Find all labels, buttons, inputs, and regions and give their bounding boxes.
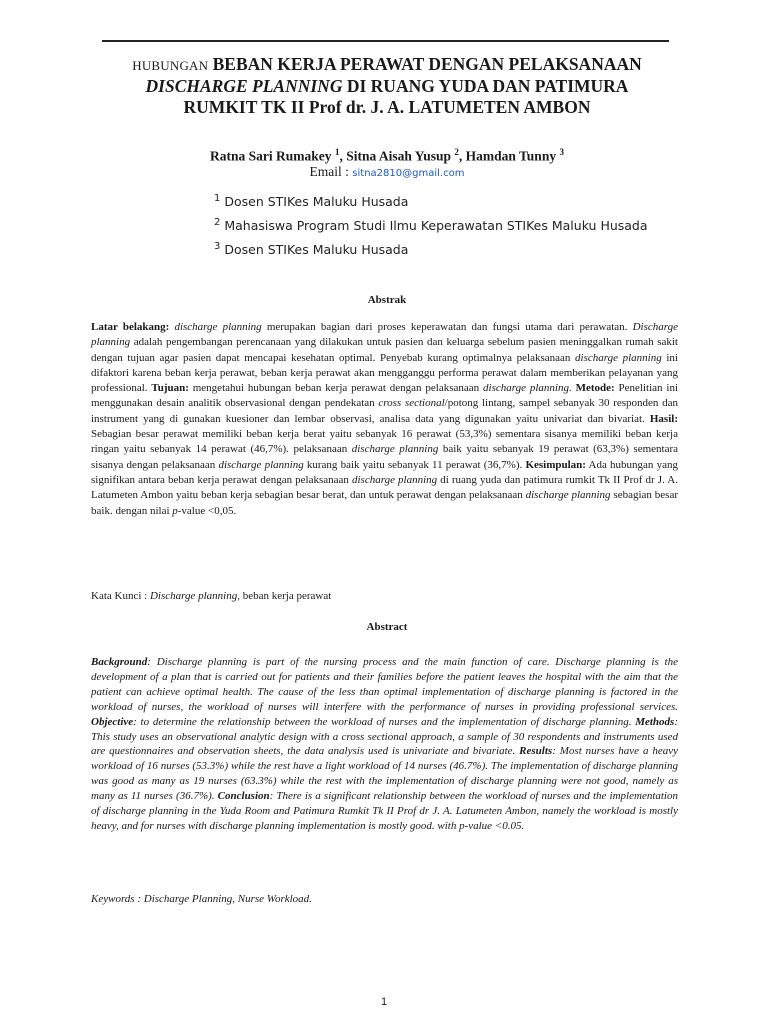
title-part2-italic: DISCHARGE PLANNING [145, 76, 343, 96]
results-text: : Most nurses have a heavy workload of 16 nurses (53.3%) while the rest have a light workload of 14 nurses (46.7%). The implementation of discharge planning was good as many as 19 nurses (63.3%) while the rest with the implementation of discharge planning were not good, namely as many as 11 nurses (36.7%). [91, 745, 679, 803]
background-text: : Discharge planning is part of the nursing process and the main function of care. Discharge planning is the development of a plan that is carried out for patients and their families before the patient leaves the hospital with the aim that the patient can achieve optimal health. The cause of the less than optimal implementation of discharge planning is factored in the workload of nurses, the workload of nurses will interfere with the performance of nurses in providing professional services. [91, 656, 678, 713]
hasil-text-2: baik yaitu sebanyak 19 perawat (63,3%) sementara sisanya dengan pelaksanaan [91, 443, 678, 471]
kata-kunci-ital: Discharge planning, [149, 590, 240, 602]
kata-kunci-label: Kata Kunci : [91, 590, 150, 602]
metode-text-1: Penelitian ini menggunakan desain analitik observasional dengan pendekatan [91, 382, 679, 410]
methods-text: : This study uses an observational analytic design with a cross sectional approach, a sample of 30 respondents and instruments used are questionnaires and observation sheets, the data analysis used is univariate and bivariate. [91, 715, 678, 758]
abstrak-body [91, 320, 678, 519]
abstrak-heading: Abstrak [367, 294, 407, 306]
kesimpulan-text-2: di ruang yuda dan patimura rumkit Tk II Prof dr J. A. Latumeten Ambon yaitu beban kerja sebagian besar berat, dan untuk perawat dengan pelaksanaan [91, 473, 678, 502]
abstrak-text-2: adalah pengembangan perencanaan yang dilakukan untuk pasien dan keluarga sebelum pasien meninggalkan rumah sakit dengan tujuan agar pasien dapat mencapai kesehatan optimal. Penyebab kurang optimalnya pelaksanaan [91, 336, 678, 364]
abstrak-text-3: ini difaktori karena beban kerja perawat, beban kerja perawat akan mengganggu performa perawat dalam memberikan pelayanan yang professional. [91, 351, 678, 395]
background-label: Background [91, 656, 148, 668]
keywords: Keywords : Discharge Planning, Nurse Workload. [91, 893, 312, 905]
kata-kunci-rest: beban kerja perawat [239, 590, 332, 602]
abstract-heading: Abstract [366, 621, 408, 633]
email-label: Email : [309, 164, 353, 179]
title-part2-rest: DI RUANG YUDA DAN PATIMURA [342, 76, 629, 96]
objective-label: Objective [91, 715, 134, 728]
hasil-label: Hasil: [649, 412, 678, 425]
kesimpulan-text-3: sebagian besar baik. dengan nilai [91, 489, 678, 517]
top-rule [102, 40, 669, 42]
affiliation-2-sup: 2 [214, 217, 221, 228]
page-number: 1 [380, 996, 388, 1008]
affiliation-1-text: Dosen STIKes Maluku Husada [220, 194, 409, 210]
abstrak-ital-3: discharge planning [575, 351, 662, 364]
metode-label: Metode: [571, 382, 615, 395]
author-list [96, 147, 678, 165]
affiliation-3-text: Dosen STIKes Maluku Husada [220, 242, 409, 258]
abstract-body [91, 655, 678, 834]
author-1-sup: 1 [334, 147, 340, 157]
title-line-3: RUMKIT TK II Prof dr. J. A. LATUMETEN AMBON [183, 97, 591, 117]
conclusion-text: : There is a significant relationship between the workload of nurses and the implementation of discharge planning in the Yuda Room and Patimura Rumkit Tk II Prof dr J. A. Latumeten Ambon, namely the workload is mostly heavy, and for nurses with discharge planning implementation is mostly good. with p-value <0.05. [91, 790, 678, 832]
hasil-text-1: Sebagian besar perawat memiliki beban kerja berat yaitu sebanyak 16 perawat (53,3%) sementara sisanya memiliki beban kerja ringan yaitu sebanyak 14 perawat (46,7%). pelaksanaan [91, 428, 678, 456]
kesimpulan-text-4: -value <0,05. [177, 504, 237, 517]
affiliation-3 [214, 241, 408, 257]
title-line-2 [96, 76, 678, 97]
author-2-sup: 2 [454, 147, 459, 157]
kata-kunci [91, 590, 331, 602]
affiliation-1-sup: 1 [214, 193, 221, 204]
kesimpulan-text-1: Ada hubungan yang signifikan antara beban kerja perawat dengan pelaksanaan [91, 458, 678, 486]
kesimpulan-ital-3: p [172, 504, 178, 517]
author-3: , Hamdan Tunny [458, 148, 560, 164]
objective-text: : to determine the relationship between the workload of nurses and the implementation of discharge planning. [133, 715, 636, 728]
hasil-text-3: kurang baik yaitu sebanyak 11 perawat (36,7%). [303, 458, 526, 471]
title-part1-rest: BEBAN KERJA PERAWAT DENGAN PELAKSANAAN [208, 54, 642, 74]
tujuan-label: Tujuan: [151, 382, 189, 395]
abstrak-ital-2: Discharge planning [91, 321, 679, 349]
hasil-ital-2: discharge planning [218, 458, 304, 471]
kesimpulan-label: Kesimpulan: [525, 458, 586, 471]
metode-text-2: /potong lintang, sampel sebanyak 30 responden dan instrument yang di gunakan kuesioner dan lembar observasi, analisa data yang digunakan yaitu univariat dan bivariat. [91, 397, 678, 425]
paper-title [96, 54, 678, 118]
affiliation-3-sup: 3 [214, 241, 221, 252]
methods-label: Methods [635, 715, 675, 728]
author-2: , Sitna Aisah Yusup [339, 148, 455, 164]
hasil-ital-1: discharge planning [351, 443, 439, 456]
latar-belakang-label: Latar belakang: [91, 321, 170, 333]
title-line-1 [96, 54, 678, 76]
title-part1-small: HUBUNGAN [132, 58, 209, 73]
tujuan-ital: discharge planning. [483, 382, 572, 395]
abstrak-text-1: merupakan bagian dari proses keperawatan dan fungsi utama dari perawatan. [261, 321, 633, 333]
author-1: Ratna Sari Rumakey [210, 148, 335, 164]
kesimpulan-ital-1: discharge planning [352, 473, 438, 486]
affiliation-2 [214, 217, 648, 233]
metode-ital: cross sectional [378, 397, 445, 410]
conclusion-label: Conclusion [217, 790, 270, 803]
author-3-sup: 3 [559, 147, 564, 157]
affiliation-1 [214, 193, 408, 209]
kesimpulan-ital-2: discharge planning [525, 489, 611, 502]
results-label: Results [519, 745, 553, 758]
affiliation-2-text: Mahasiswa Program Studi Ilmu Keperawatan STIKes Maluku Husada [220, 218, 648, 234]
email-line [96, 164, 678, 180]
abstrak-ital-1: discharge planning [169, 321, 262, 333]
email-link[interactable]: sitna2810@gmail.com [352, 168, 465, 179]
tujuan-text: mengetahui hubungan beban kerja perawat dengan pelaksanaan [188, 382, 484, 395]
